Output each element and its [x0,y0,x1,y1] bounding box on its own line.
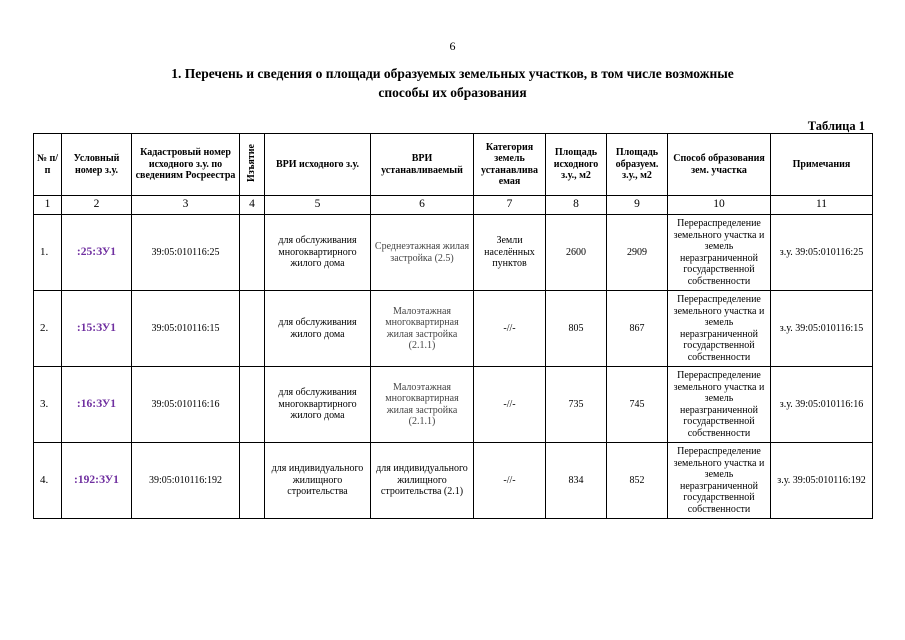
new-area: 2909 [607,215,668,291]
formation-method: Перераспределение земельного участка и земель неразграниченной государственной собственности [668,215,771,291]
header-cadastral-number: Кадастровый номер исходного з.у. по сведениям Росреестра [132,134,240,196]
header-seizure: Изъятие [240,134,265,196]
header-formation-method: Способ образования зем. участка [668,134,771,196]
column-index: 3 [132,196,240,215]
seizure-cell [240,215,265,291]
source-area: 735 [546,367,607,443]
new-use: Малоэтажная многоквартирная жилая застройка (2.1.1) [371,291,474,367]
formation-method: Перераспределение земельного участка и земель неразграниченной государственной собственности [668,291,771,367]
land-category: -//- [474,367,546,443]
source-use: для обслуживания жилого дома [265,291,371,367]
header-source-area: Площадь исходного з.у., м2 [546,134,607,196]
source-use: для обслуживания многоквартирного жилого дома [265,215,371,291]
conditional-number: :16:ЗУ1 [62,367,132,443]
conditional-number: :15:ЗУ1 [62,291,132,367]
land-category: -//- [474,443,546,519]
source-use: для обслуживания многоквартирного жилого дома [265,367,371,443]
note: з.у. 39:05:010116:15 [771,291,873,367]
cadastral-number: 39:05:010116:25 [132,215,240,291]
conditional-number: :192:ЗУ1 [62,443,132,519]
formation-method: Перераспределение земельного участка и земель неразграниченной государственной собственности [668,443,771,519]
seizure-cell [240,367,265,443]
row-number: 1. [34,215,62,291]
column-index: 7 [474,196,546,215]
page-number: 6 [449,39,456,53]
conditional-number: :25:ЗУ1 [62,215,132,291]
column-index-row [34,196,873,215]
title-line-1: 1. Перечень и сведения о площади образуемых земельных участков, в том числе возможные [171,66,734,81]
header-notes: Примечания [771,134,873,196]
column-index: 2 [62,196,132,215]
header-row [34,134,873,196]
header-new-use: ВРИ устанавливаемый [371,134,474,196]
note: з.у. 39:05:010116:16 [771,367,873,443]
column-index: 10 [668,196,771,215]
column-index: 5 [265,196,371,215]
source-area: 834 [546,443,607,519]
table-row [34,367,873,443]
column-index: 8 [546,196,607,215]
row-number: 4. [34,443,62,519]
table-row [34,291,873,367]
land-plots-table [33,133,873,519]
new-use: Малоэтажная многоквартирная жилая застройка (2.1.1) [371,367,474,443]
column-index: 6 [371,196,474,215]
document-title [90,64,815,102]
seizure-cell [240,443,265,519]
header-new-area: Площадь образуем. з.у., м2 [607,134,668,196]
cadastral-number: 39:05:010116:16 [132,367,240,443]
formation-method: Перераспределение земельного участка и земель неразграниченной государственной собственности [668,367,771,443]
column-index: 1 [34,196,62,215]
source-use: для индивидуального жилищного строительства [265,443,371,519]
source-area: 805 [546,291,607,367]
column-index: 9 [607,196,668,215]
source-area: 2600 [546,215,607,291]
column-index: 11 [771,196,873,215]
header-conditional-number: Условный номер з.у. [62,134,132,196]
cadastral-number: 39:05:010116:192 [132,443,240,519]
table-row [34,443,873,519]
new-area: 852 [607,443,668,519]
header-source-use: ВРИ исходного з.у. [265,134,371,196]
row-number: 3. [34,367,62,443]
land-category: Земли населённых пунктов [474,215,546,291]
table-row [34,215,873,291]
new-use: Среднеэтажная жилая застройка (2.5) [371,215,474,291]
new-area: 745 [607,367,668,443]
seizure-cell [240,291,265,367]
title-line-2: способы их образования [378,85,527,100]
land-category: -//- [474,291,546,367]
table-label: Таблица 1 [807,119,865,133]
new-area: 867 [607,291,668,367]
cadastral-number: 39:05:010116:15 [132,291,240,367]
row-number: 2. [34,291,62,367]
header-number: № п/п [34,134,62,196]
header-land-category: Категория земель устанавлива емая [474,134,546,196]
new-use: для индивидуального жилищного строительства (2.1) [371,443,474,519]
note: з.у. 39:05:010116:25 [771,215,873,291]
note: з.у. 39:05:010116:192 [771,443,873,519]
column-index: 4 [240,196,265,215]
